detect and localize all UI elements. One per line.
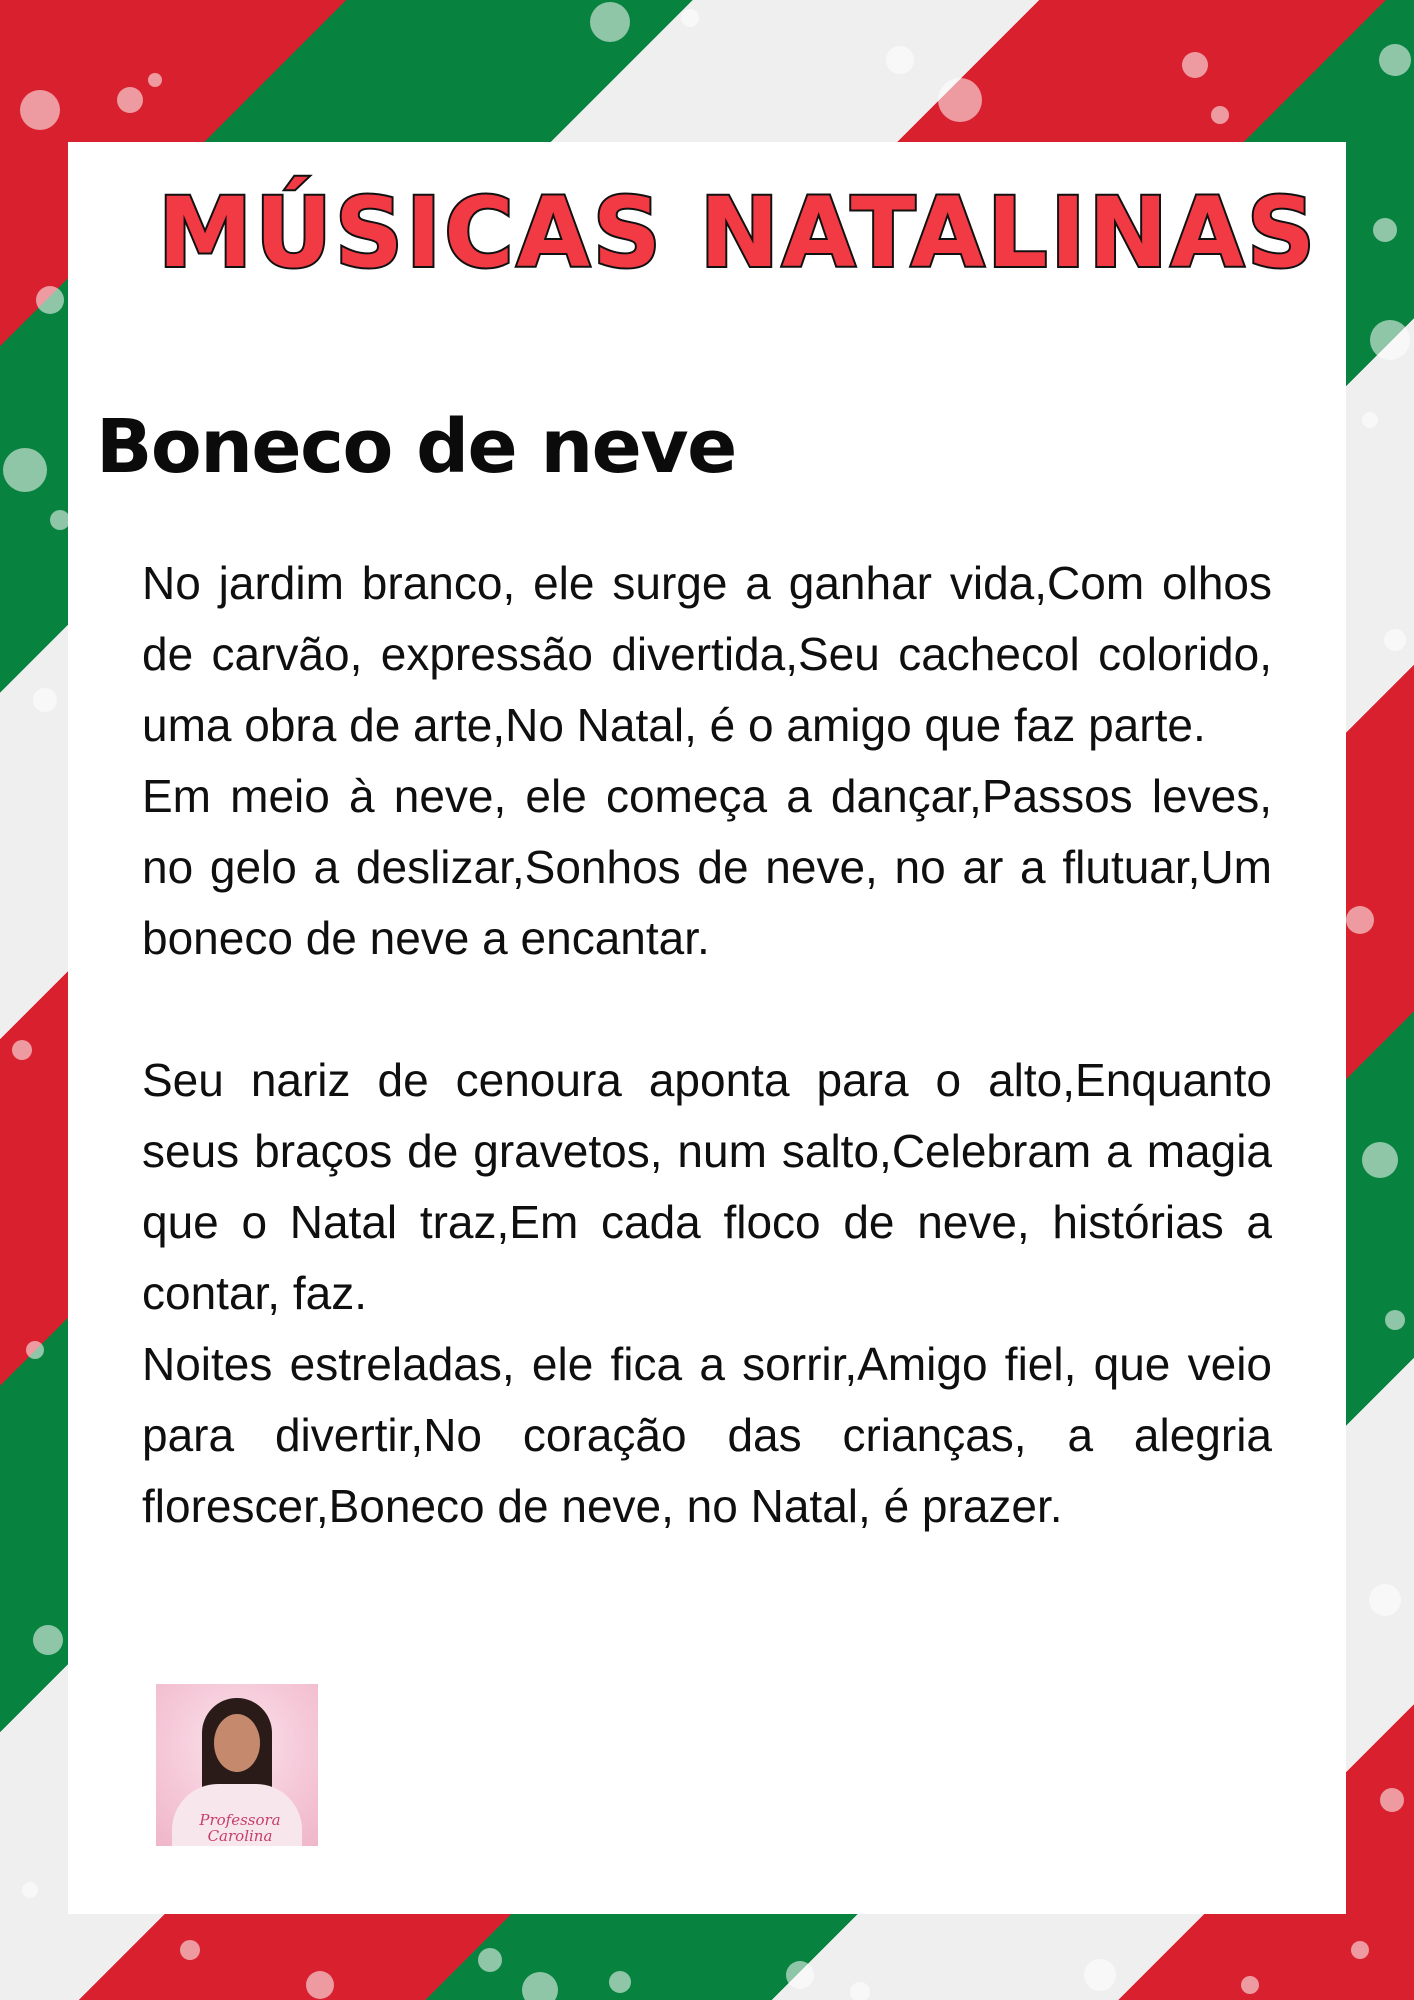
snow-dot [1362, 1142, 1398, 1178]
snow-dot [1369, 1584, 1401, 1616]
snow-dot [180, 1940, 200, 1960]
snow-dot [117, 87, 143, 113]
stanza-3: Seu nariz de cenoura aponta para o alto,Enquanto seus braços de gravetos, num salto,Celebram a magia que o Natal traz,Em cada floco de neve, histórias a contar, faz. [142, 1054, 1272, 1319]
snow-dot [681, 9, 699, 27]
snow-dot [36, 286, 64, 314]
song-title: Boneco de neve [96, 404, 736, 490]
author-photo-shirt-text: Professora Carolina [199, 1811, 281, 1845]
author-photo [156, 1684, 318, 1846]
snow-dot [590, 2, 630, 42]
snow-dot [522, 1972, 558, 2000]
snow-dot [1362, 412, 1378, 428]
snow-dot [1385, 1310, 1405, 1330]
snow-dot [1182, 52, 1208, 78]
page-title [138, 168, 1338, 288]
snow-dot [1351, 1941, 1369, 1959]
snow-dot [850, 1982, 870, 2000]
snow-dot [1379, 44, 1411, 76]
snow-dot [50, 510, 70, 530]
snow-dot [22, 1882, 38, 1898]
snow-dot [786, 1961, 814, 1989]
snow-dot [1373, 218, 1397, 242]
author-photo-face [214, 1714, 260, 1772]
snow-dot [148, 73, 162, 87]
snow-dot [306, 1971, 334, 1999]
snow-dot [938, 78, 982, 122]
snow-dot [478, 1948, 502, 1972]
stanza-4: Noites estreladas, ele fica a sorrir,Amigo fiel, que veio para divertir,No coração das crianças, a alegria florescer,Boneco de neve, no Natal, é prazer. [142, 1338, 1272, 1532]
snow-dot [1384, 629, 1406, 651]
snow-dot [1211, 106, 1229, 124]
snow-dot [12, 1040, 32, 1060]
snow-dot [1241, 1976, 1259, 1994]
snow-dot [20, 90, 60, 130]
snow-dot [1084, 1959, 1116, 1991]
snow-dot [886, 46, 914, 74]
snow-dot [1380, 1788, 1404, 1812]
snow-dot [609, 1971, 631, 1993]
snow-dot [3, 448, 47, 492]
stanza-2: Em meio à neve, ele começa a dançar,Passos leves, no gelo a deslizar,Sonhos de neve, no ar a flutuar,Um boneco de neve a encantar. [142, 770, 1272, 964]
song-card [68, 142, 1346, 1914]
snow-dot [33, 1625, 63, 1655]
song-lyrics [142, 548, 1272, 1542]
snow-dot [1346, 906, 1374, 934]
page-title-text: MÚSICAS NATALINAS [158, 177, 1335, 288]
stanza-1: No jardim branco, ele surge a ganhar vida,Com olhos de carvão, expressão divertida,Seu cachecol colorido, uma obra de arte,No Natal, é o amigo que faz parte. [142, 557, 1272, 751]
snow-dot [1370, 320, 1410, 360]
snow-dot [26, 1341, 44, 1359]
snow-dot [33, 688, 57, 712]
